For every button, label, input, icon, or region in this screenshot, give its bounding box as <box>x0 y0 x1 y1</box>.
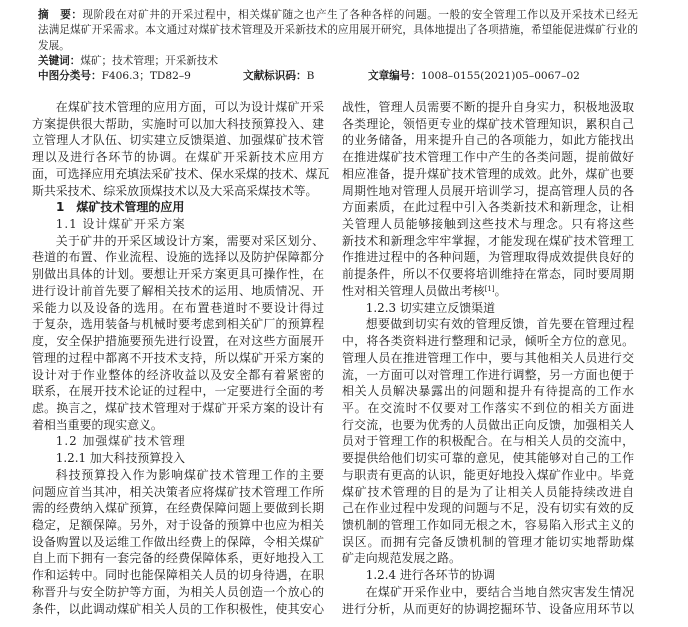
text-line: 在推进煤矿技术管理工作中产生的各类问题，提前做好 <box>342 150 634 165</box>
text-line: 设备购置以及运维工作做出经费上的保障，令相关煤矿 <box>32 534 324 549</box>
text-line: 问题应首当其冲，相关决策者应将煤矿技术管理工作所 <box>32 484 324 499</box>
keywords-value: 煤矿；技术管理；开采新技术 <box>80 54 219 67</box>
right-column <box>342 99 634 617</box>
section-heading: 1 煤矿技术管理的应用 <box>56 200 185 215</box>
text-line: 理以及进行各环节的协调。在煤矿开采新技术应用方 <box>32 150 324 165</box>
paragraph <box>342 584 634 617</box>
text-line: 行交流，也要为优秀的人员做出正向反馈，加强相关人 <box>342 417 634 432</box>
text-line: 在煤矿开采作业中，要结合当地自然灾害发生情况 <box>365 584 634 599</box>
text-line: 自上而下拥有一套完备的经费保障体系，更好地投入工 <box>32 551 324 566</box>
clc-value: F406.3；TD82–9 <box>101 70 191 83</box>
text-line: 别做出具体的计划。要想让开采方案更具可操作性，在 <box>32 267 324 282</box>
text-line: 矿走向规范发展之路。 <box>342 551 461 566</box>
text-line: 于复杂，选用装备与机械时要考虑到相关矿厂的预算程 <box>32 317 324 332</box>
left-column <box>32 99 330 617</box>
text-line: 流，一方面可以对管理工作进行调整，另一方面也便于 <box>342 367 634 382</box>
paragraph <box>32 233 324 434</box>
subsubsection-heading: 1.2.4 进行各环节的协调 <box>365 568 495 583</box>
text-line: 要提供给他们切实可靠的意见，使其能够对自己的工作 <box>342 451 634 466</box>
text-line: 进行分析，从而更好的协调挖掘环节、设备应用环节以 <box>342 601 634 616</box>
text-line: 关于矿井的开采区域设计方案，需要对采区划分、 <box>55 233 324 248</box>
abstract-line <box>38 23 638 38</box>
text-line: 斯共采技术、综采放顶煤技术以及大采高采煤技术等。 <box>32 183 318 198</box>
citation-ref: [1] <box>484 284 495 293</box>
text-line: 巷道的布置、作业流程、设施的选择以及防护保障都分 <box>32 250 324 265</box>
text-line: 在煤矿技术管理的应用方面，可以为设计煤矿开采 <box>55 100 324 114</box>
text-line-tail: 。 <box>494 283 507 298</box>
text-line: 平。在交流时不仅要对工作落实不到位的相关方面进 <box>342 400 634 415</box>
clc-label: 中图分类号： <box>38 70 102 83</box>
text-line: 联系，在展开技术论证的过程中，一定要进行全面的考 <box>32 384 324 399</box>
abstract-line <box>38 39 638 54</box>
text-line: 需的经费纳入煤矿预算，在经费保障问题上要做到长期 <box>32 501 324 516</box>
text-line: 的业务储备，用来提升自己的各项能力，如此方能找出 <box>342 133 634 148</box>
document-code-value: B <box>306 70 315 83</box>
text-line: 误区。而拥有完备反馈机制的管理才能切实地帮助煤 <box>342 534 634 549</box>
text-line: 着相当重要的现实意义。 <box>32 417 163 432</box>
article-number-value: 1008–0155(2021)05–0067–02 <box>420 70 580 83</box>
abstract-text: 现阶段在对矿井的开采过程中，相关煤矿随之也产生了各种各样的问题。一般的安全管理工作以及开采技术已经无 <box>82 9 638 21</box>
keywords <box>38 54 638 69</box>
text-line: 与职责有更高的认识，能更好地投入煤矿作业中。毕竟 <box>342 467 634 482</box>
text-line-body: 性对相关管理人员做出考核 <box>342 283 485 298</box>
subsubsection-heading: 1.2.3 切实建立反馈渠道 <box>365 300 495 315</box>
abstract-line <box>38 8 638 23</box>
subsection-heading: 1.1 设计煤矿开采方案 <box>55 217 186 232</box>
article-number <box>368 69 580 84</box>
text-line: 设计对于作业整体的经济收益以及安全都有着紧密的 <box>32 367 324 382</box>
text-line: 战性，管理人员需要不断的提升自身实力，积极地汲取 <box>342 100 634 114</box>
text-line: 方面素质，在此过程中引入各类新技术和新理念，让相 <box>342 200 634 215</box>
text-line: 中，将各类资料进行整理和记录，倾听全方位的意见。 <box>342 334 634 349</box>
text-line: 馈机制的管理工作如同无根之木，容易陷入形式主义的 <box>342 517 634 532</box>
paragraph <box>32 467 324 617</box>
subsubsection-heading: 1.2.1 加大科技预算投入 <box>55 451 185 466</box>
text-line: 方案提供很大帮助，实施时可以加大科技预算投入、建 <box>32 116 324 131</box>
article-number-label: 文章编号： <box>368 70 421 83</box>
abstract-text: 发展。 <box>38 39 70 52</box>
text-line <box>342 283 634 300</box>
text-line: 新技术和新理念牢牢掌握，才能发现在煤矿技术管理工 <box>342 233 634 248</box>
document-code-label: 文献标识码： <box>243 70 307 83</box>
text-line: 虑。换言之，煤矿技术管理对于煤矿开采方案的设计有 <box>32 400 324 415</box>
text-line: 关管理人员能够接触到这些技术与理念。只有将这些 <box>342 217 634 232</box>
paragraph <box>342 316 634 567</box>
abstract-text: 法满足煤矿开采需求。本文通过对煤矿技术管理及开采新技术的应用展开研究，具体地提出了各项措施，希望能促进煤矿行业的 <box>38 24 638 37</box>
abstract-label: 摘 要： <box>38 9 83 21</box>
text-line: 称晋升与安全防护等方面，为相关人员创造一个放心的 <box>32 584 324 599</box>
text-line: 员对于管理工作的积极配合。在与相关人员的交流中， <box>342 434 634 449</box>
text-line: 相应准备，提升煤矿技术管理的成效。此外，煤矿也要 <box>342 166 634 181</box>
text-line: 作推进过程中的各种问题，为管理取得成效提供良好的 <box>342 250 634 265</box>
text-line: 相关人员解决暴露出的问题和提升有待提高的工作水 <box>342 384 634 399</box>
paragraph <box>32 99 330 199</box>
text-line: 管理的过程中都离不开技术支持，所以煤矿开采方案的 <box>32 350 324 365</box>
keywords-label: 关键词： <box>38 54 81 67</box>
text-line: 管理人员在推进管理工作中，要与其他相关人员进行交 <box>342 350 634 365</box>
text-line: 各类理论，领悟更专业的煤矿技术管理知识，累积自己 <box>342 116 634 131</box>
text-line: 立管理人才队伍、切实建立反馈渠道、加强煤矿技术管 <box>32 133 324 148</box>
classification-line <box>38 69 638 84</box>
text-line: 稳定，足额保障。另外，对于设备的预算中也应为相关 <box>32 517 324 532</box>
text-line: 煤矿技术管理的目的是为了让相关人员能持续改进自 <box>342 484 634 499</box>
text-line: 周期性地对管理人员展开培训学习，提高管理人员的各 <box>342 183 634 198</box>
paragraph <box>342 99 634 300</box>
document-code <box>243 69 314 84</box>
text-line: 科技预算投入作为影响煤矿技术管理工作的主要 <box>55 467 324 482</box>
text-line: 前提条件，所以不仅要将培训维持在常态，同时要周期 <box>342 267 634 282</box>
text-line: 己在作业过程中发现的问题与不足，没有切实有效的反 <box>342 501 634 516</box>
subsection-heading: 1.2 加强煤矿技术管理 <box>55 434 186 449</box>
text-line: 度，安全保护措施要预先进行设置，在对这些方面展开 <box>32 334 324 349</box>
clc-number <box>38 69 191 84</box>
text-line: 采能力以及设备的选用。在布置巷道时不要设计得过 <box>32 300 324 315</box>
text-line: 作和运转中。同时也能保障相关人员的切身待遇，在职 <box>32 568 324 583</box>
text-line: 想要做到切实有效的管理反馈，首先要在管理过程 <box>365 317 634 332</box>
text-line: 面，可选择应用充填法采矿技术、保水采煤的技术、煤瓦 <box>32 166 330 181</box>
text-line: 进行设计前首先要了解相关技术的运用、地质情况、开 <box>32 283 324 298</box>
front-matter <box>38 8 638 84</box>
text-line: 条件，以此调动煤矿相关人员的工作积极性，使其安心 <box>32 601 324 616</box>
